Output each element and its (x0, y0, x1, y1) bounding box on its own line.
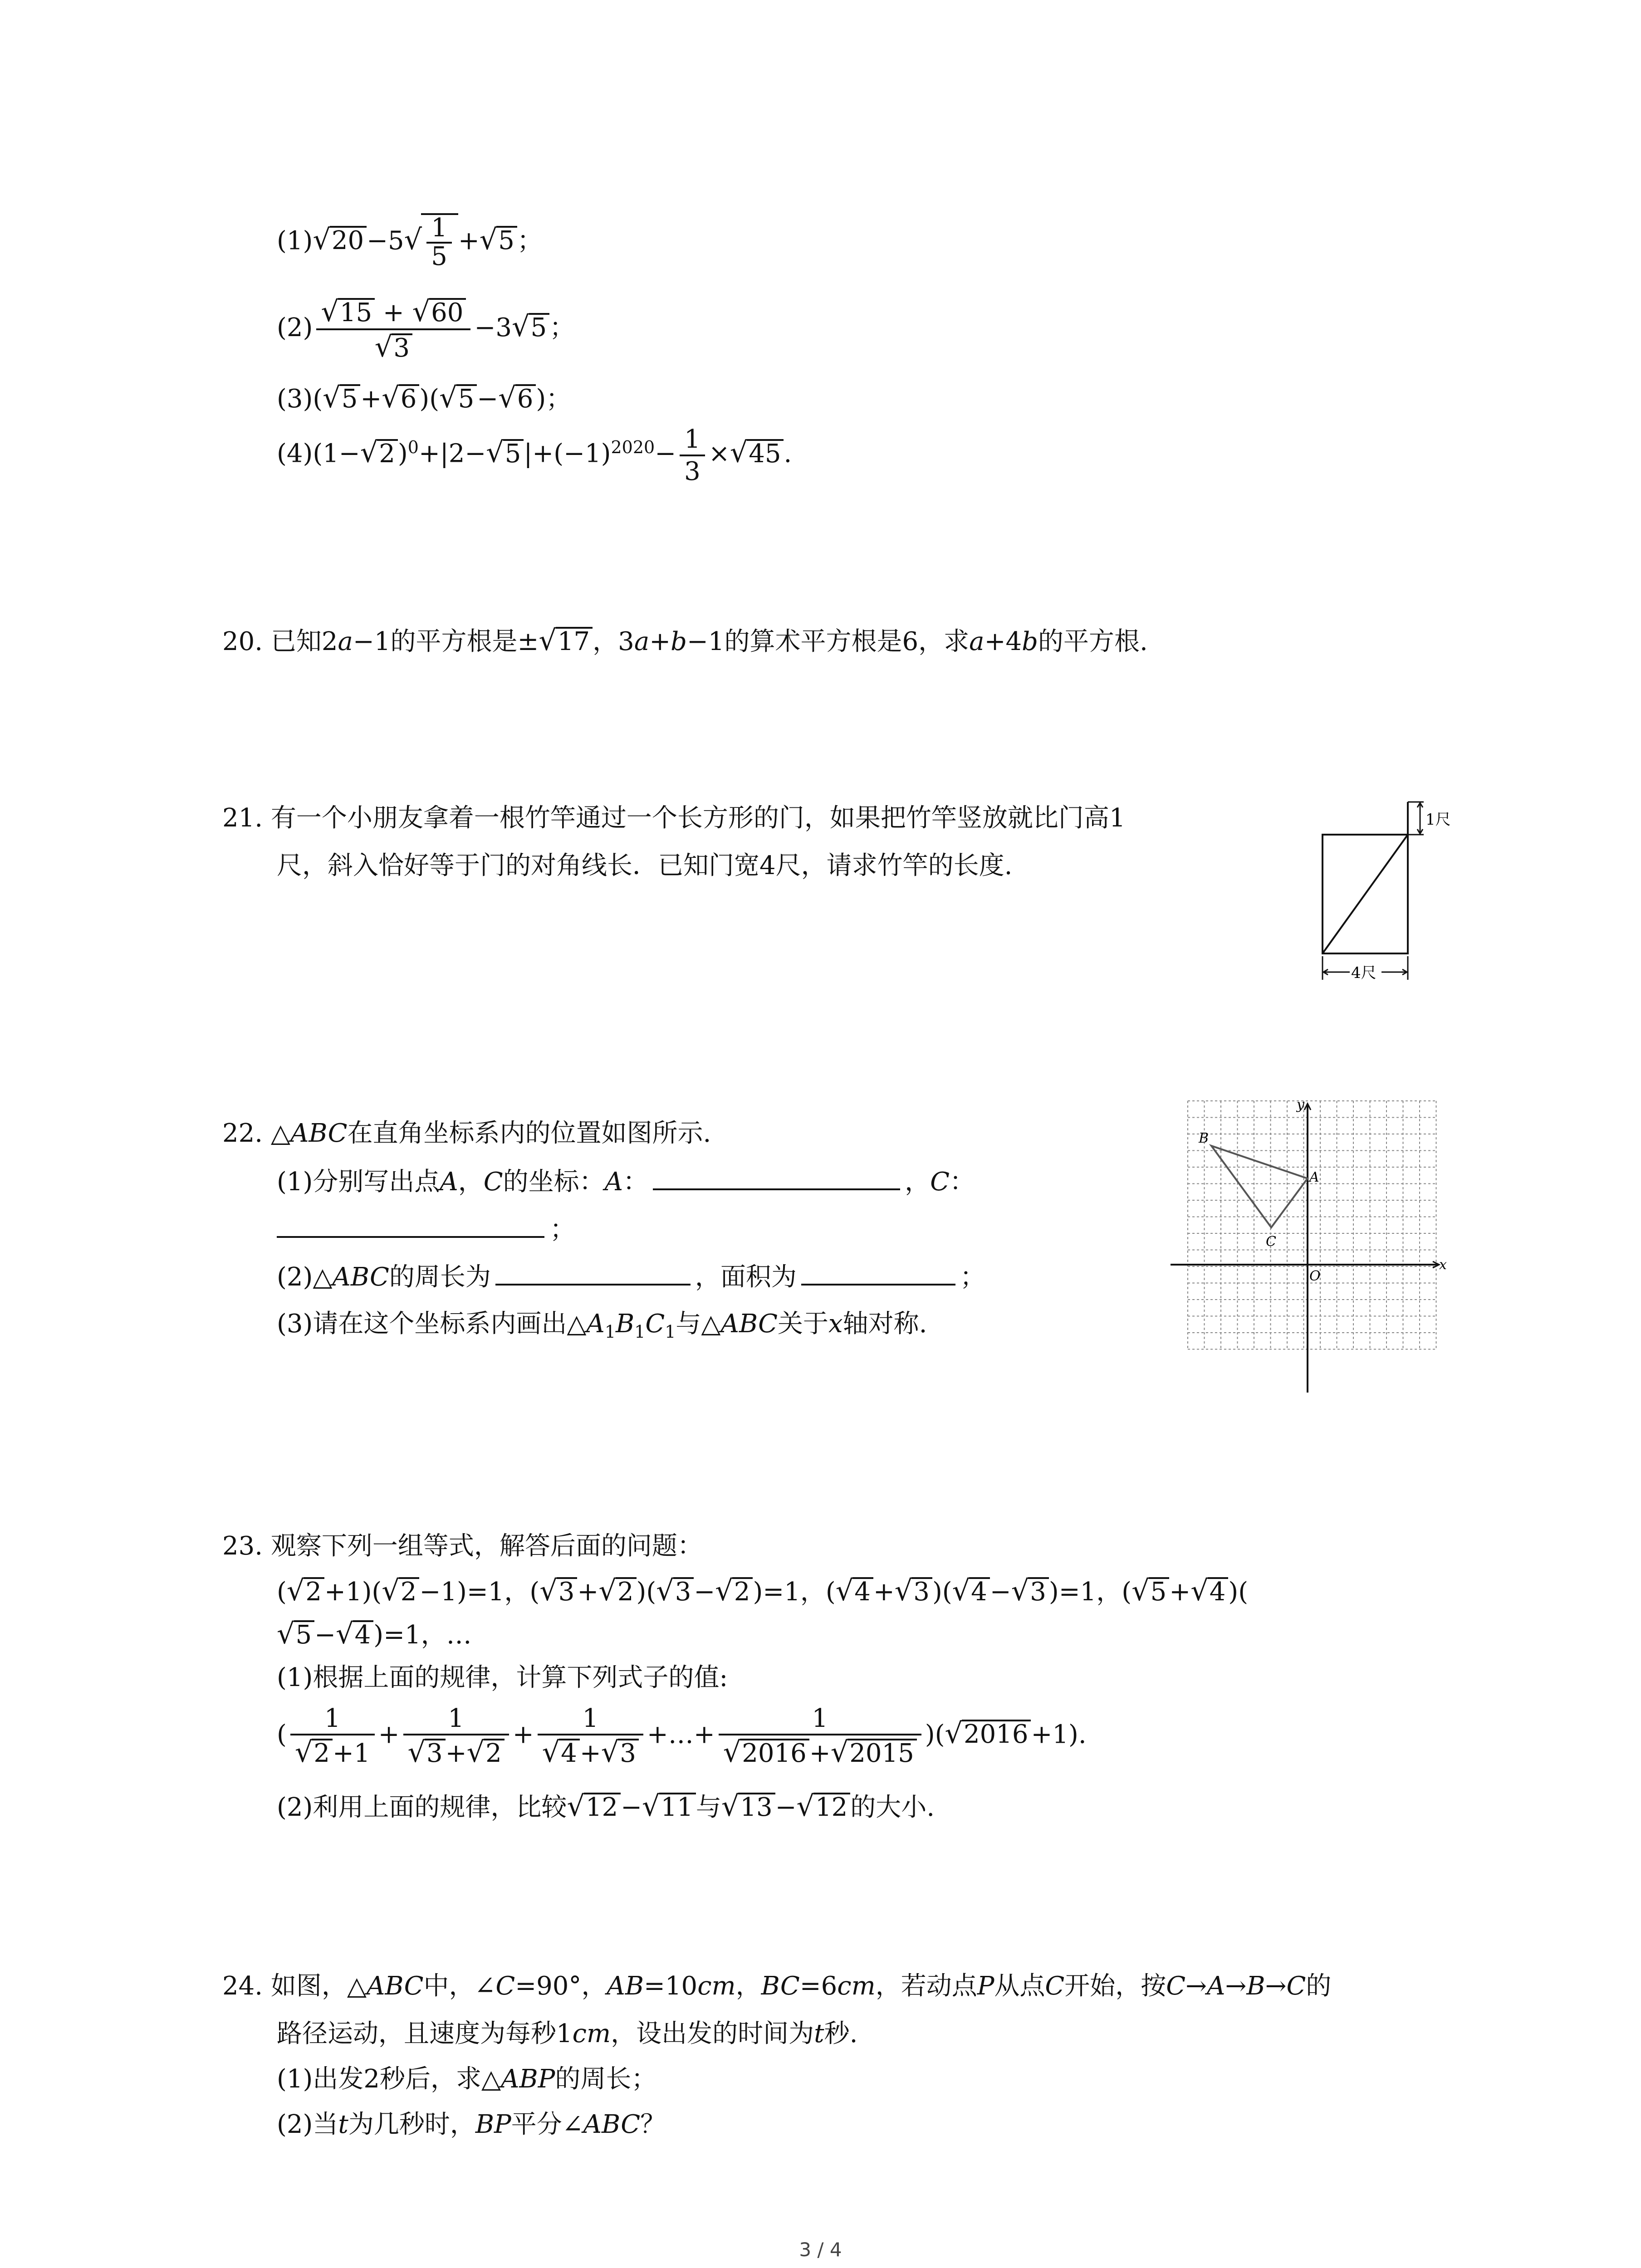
question-20: 20. 已知2a−1的平方根是±√17 ，3a+b−1的算术平方根是6，求a+4b的平方根. (222, 624, 1148, 657)
point-a-label: A (1309, 1169, 1319, 1185)
q19-part-3: (3)(√5 +√6 )(√5 −√6 )； (277, 381, 572, 414)
question-24-part-1: (1)出发2秒后，求△ABP的周长； (277, 2064, 657, 2094)
question-22-part-3: (3)请在这个坐标系内画出$\triangle A_1B_1C_1$与△ABC关于x轴对称. (277, 1309, 927, 1342)
answer-blank-c[interactable] (277, 1213, 544, 1238)
q19-part-2: (2) $\frac{√15 + √60}{√3}$ −3√5 ； (277, 295, 575, 364)
x-axis-label: x (1439, 1257, 1447, 1273)
question-24-line-1: 24. 如图，△ABC中，∠C=90°，AB=10cm，BC=6cm，若动点P从点C开始，按C→A→B→C的 (222, 1971, 1332, 2001)
question-22-part-1: (1)分别写出点A，C的坐标：A： ，C： (277, 1166, 975, 1197)
question-22-title: 22. △ABC在直角坐标系内的位置如图所示. (222, 1119, 711, 1148)
question-21-line-2: 尺，斜入恰好等于门的对角线长．已知门宽4尺，请求竹竿的长度. (277, 851, 1013, 880)
height-label: 1尺 (1425, 811, 1451, 829)
grid-lines (1188, 1101, 1436, 1349)
q19-part-1: (1)√20 −5√ $\frac{1}{5}$ +√5 ； (277, 213, 543, 271)
question-23-title: 23. 观察下列一组等式，解答后面的问题： (222, 1531, 703, 1561)
question-23-sum-expression: ( $\frac{1}{√2 +1}$ + $\frac{1}{√3 +√2}$ + $\frac{1}{√4 +√3}$ +…+ $\frac{1}{√2016 +√2015}$ )(√2016 +1). (277, 1704, 1087, 1769)
question-22-part-1-cont: ； (277, 1213, 575, 1245)
answer-blank-perimeter[interactable] (495, 1261, 691, 1286)
question-23-part-1: (1)根据上面的规律，计算下列式子的值: (277, 1663, 728, 1692)
point-c-label: C (1266, 1234, 1276, 1250)
fraction: $\frac{1}{5}$ (426, 215, 452, 270)
answer-blank-area[interactable] (801, 1261, 955, 1286)
q19-part-4: (4)(1−√2 )$^0$+|2−√5 $|+(-1)^{2020}-$ $\frac{1}{3}$ ×√45 . (277, 425, 792, 487)
triangle-abc (1211, 1146, 1308, 1227)
door-diagram (1307, 789, 1456, 993)
coordinate-grid-figure (1171, 1095, 1452, 1395)
question-23-identities-2: √5 −√4 )=1，… (277, 1617, 472, 1650)
point-b-label: B (1199, 1130, 1209, 1146)
fraction: $\frac{1}{3}$ (680, 424, 705, 487)
question-24-line-2: 路径运动，且速度为每秒1cm，设出发的时间为t秒. (277, 2019, 858, 2048)
origin-label: O (1309, 1268, 1321, 1284)
question-23-part-2: (2)利用上面的规律，比较√12 −√11 与√13 −√12 的大小. (277, 1789, 935, 1823)
question-23-identities-1: (√2 +1)(√2 −1)=1，(√3 +√2 )(√3 −√2 )=1，(√4 +√3 )(√4 −√3 )=1，(√5 +√4 )( (277, 1574, 1249, 1607)
y-axis-label: y (1297, 1097, 1304, 1113)
question-21-line-1: 21. 有一个小朋友拿着一根竹竿通过一个长方形的门，如果把竹竿竖放就比门高1 (222, 803, 1126, 833)
question-24-part-2: (2)当t为几秒时，BP平分∠ABC？ (277, 2110, 666, 2139)
answer-blank-a[interactable] (653, 1166, 900, 1190)
page-number: 3 / 4 (799, 2239, 842, 2261)
door-diagonal (1323, 835, 1408, 953)
fraction: $\frac{√15 + √60}{√3}$ (316, 295, 470, 364)
width-label: 4尺 (1351, 964, 1376, 982)
question-22-part-2: (2)△ABC的周长为 ，面积为 ； (277, 1261, 985, 1292)
